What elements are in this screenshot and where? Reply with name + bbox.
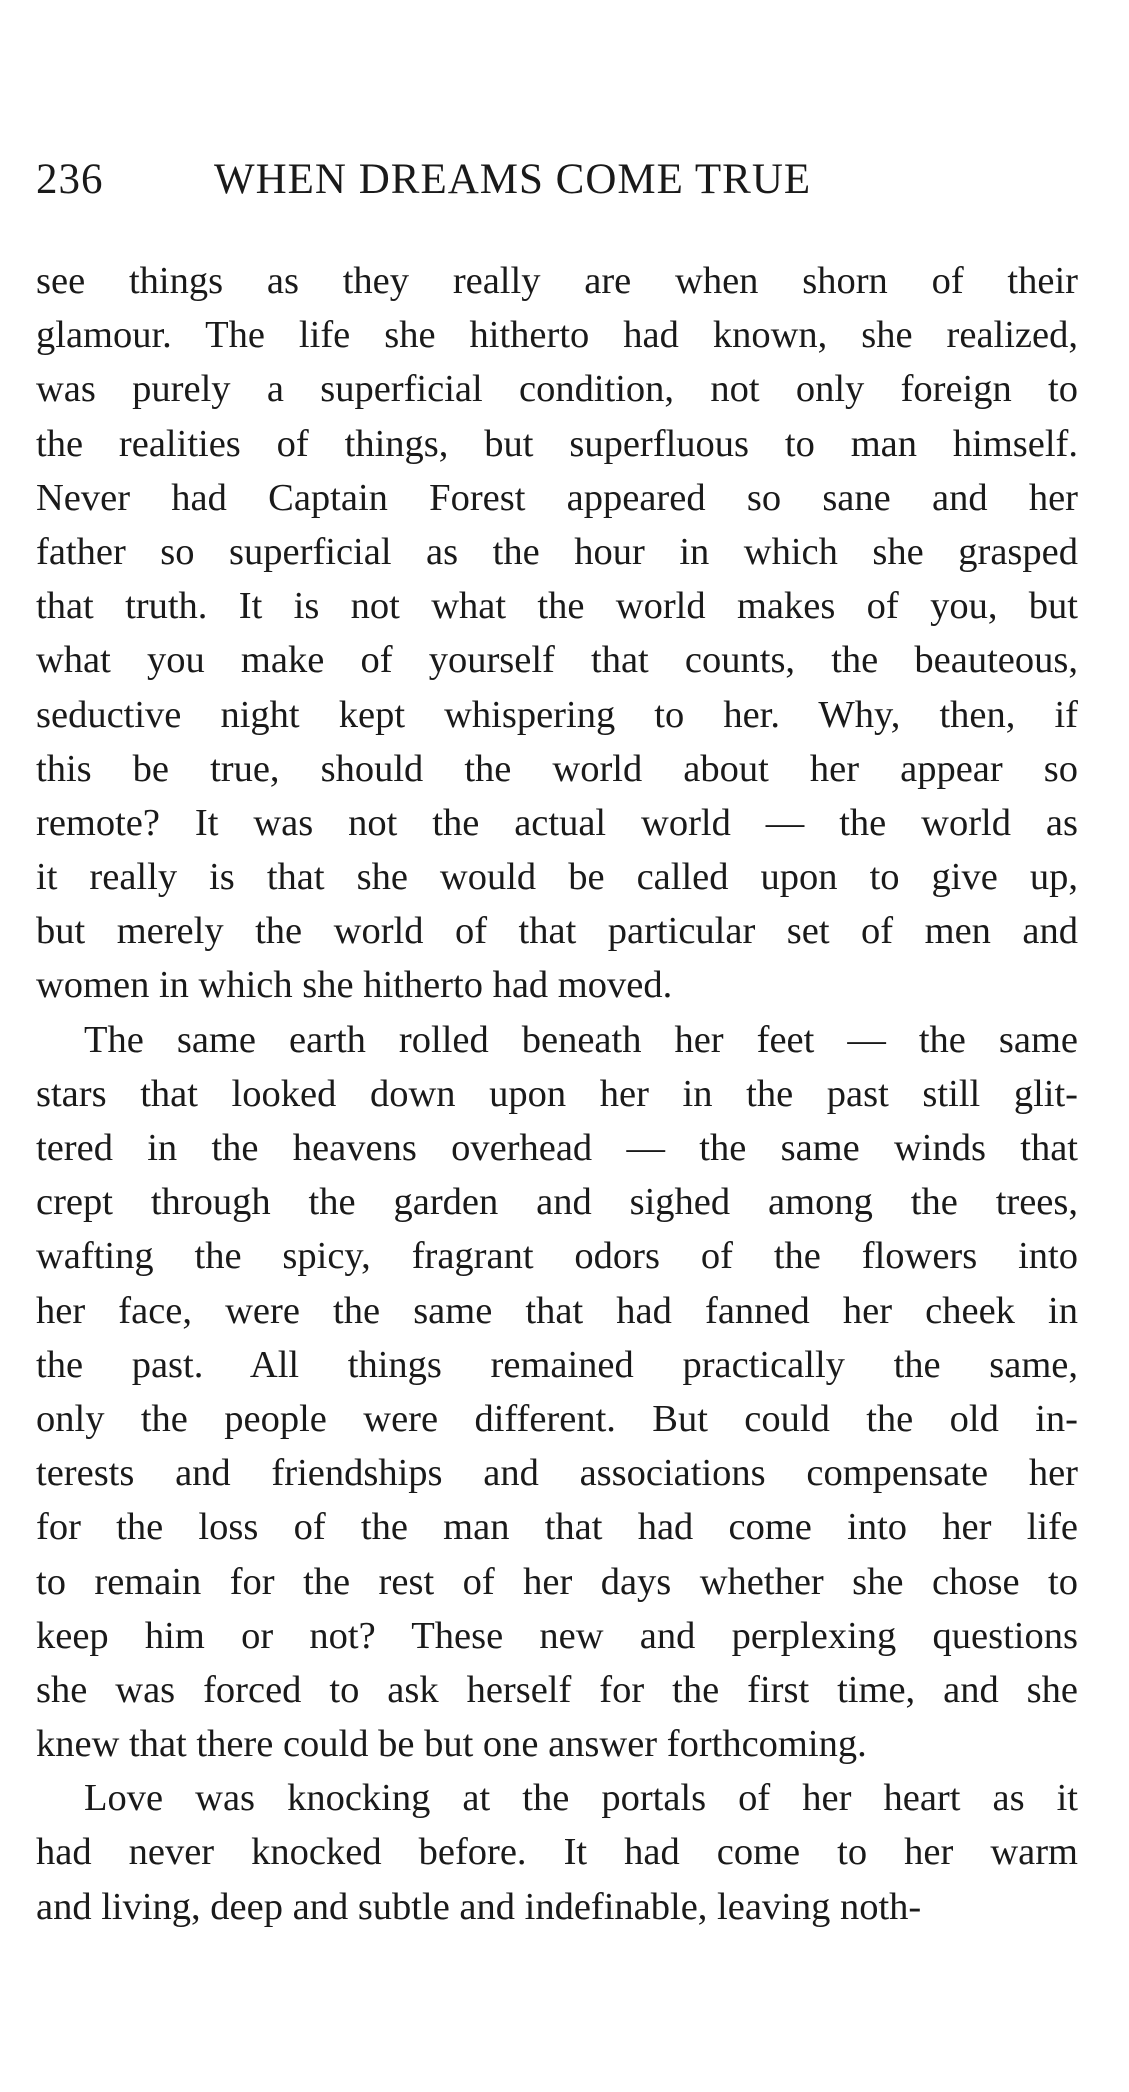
paragraph xyxy=(36,1013,1078,1772)
text-line: but merely the world of that particular set of men and xyxy=(36,910,1078,953)
text-line: her face, were the same that had fanned her cheek in xyxy=(36,1289,1078,1332)
text-line: for the loss of the man that had come into her life xyxy=(36,1506,1078,1549)
text-line: knew that there could be but one answer forthcoming. xyxy=(36,1723,867,1766)
text-line: only the people were different. But could the old in- xyxy=(36,1397,1078,1440)
text-line: the past. All things remained practically the same, xyxy=(36,1343,1078,1386)
text-line: was purely a superficial condition, not only foreign to xyxy=(36,368,1078,411)
text-line: this be true, should the world about her appear so xyxy=(36,747,1078,790)
book-title: WHEN DREAMS COME TRUE xyxy=(214,156,812,203)
text-line: women in which she hitherto had moved. xyxy=(36,964,673,1007)
text-line: had never knocked before. It had come to her warm xyxy=(36,1831,1078,1874)
text-line: terests and friendships and associations compensate her xyxy=(36,1452,1078,1495)
text-line: that truth. It is not what the world makes of you, but xyxy=(36,585,1078,628)
text-line: glamour. The life she hitherto had known, she realized, xyxy=(36,314,1078,357)
paragraph xyxy=(36,1771,1078,1934)
text-line: and living, deep and subtle and indefinable, leaving noth- xyxy=(36,1885,922,1928)
text-line: Love was knocking at the portals of her heart as it xyxy=(84,1777,1078,1820)
text-line: seductive night kept whispering to her. Why, then, if xyxy=(36,693,1078,736)
text-line: father so superficial as the hour in which she grasped xyxy=(36,530,1078,573)
text-line: to remain for the rest of her days whether she chose to xyxy=(36,1560,1078,1603)
text-line: it really is that she would be called upon to give up, xyxy=(36,856,1078,899)
text-line: remote? It was not the actual world — the world as xyxy=(36,801,1078,844)
body-text xyxy=(36,254,1078,1934)
text-line: Never had Captain Forest appeared so sane and her xyxy=(36,476,1078,519)
page-number: 236 xyxy=(36,156,104,203)
text-line: she was forced to ask herself for the first time, and she xyxy=(36,1668,1078,1711)
running-head xyxy=(36,150,1086,210)
text-line: crept through the garden and sighed among the trees, xyxy=(36,1181,1078,1224)
text-line: what you make of yourself that counts, the beauteous, xyxy=(36,639,1078,682)
text-line: The same earth rolled beneath her feet — the same xyxy=(84,1018,1078,1061)
text-line: wafting the spicy, fragrant odors of the flowers into xyxy=(36,1235,1078,1278)
text-line: keep him or not? These new and perplexing questions xyxy=(36,1614,1078,1657)
text-line: see things as they really are when shorn of their xyxy=(36,260,1078,302)
paragraph xyxy=(36,254,1078,1013)
text-line: stars that looked down upon her in the past still glit- xyxy=(36,1072,1078,1115)
text-line: the realities of things, but superfluous to man himself. xyxy=(36,422,1078,465)
text-line: tered in the heavens overhead — the same winds that xyxy=(36,1127,1078,1169)
